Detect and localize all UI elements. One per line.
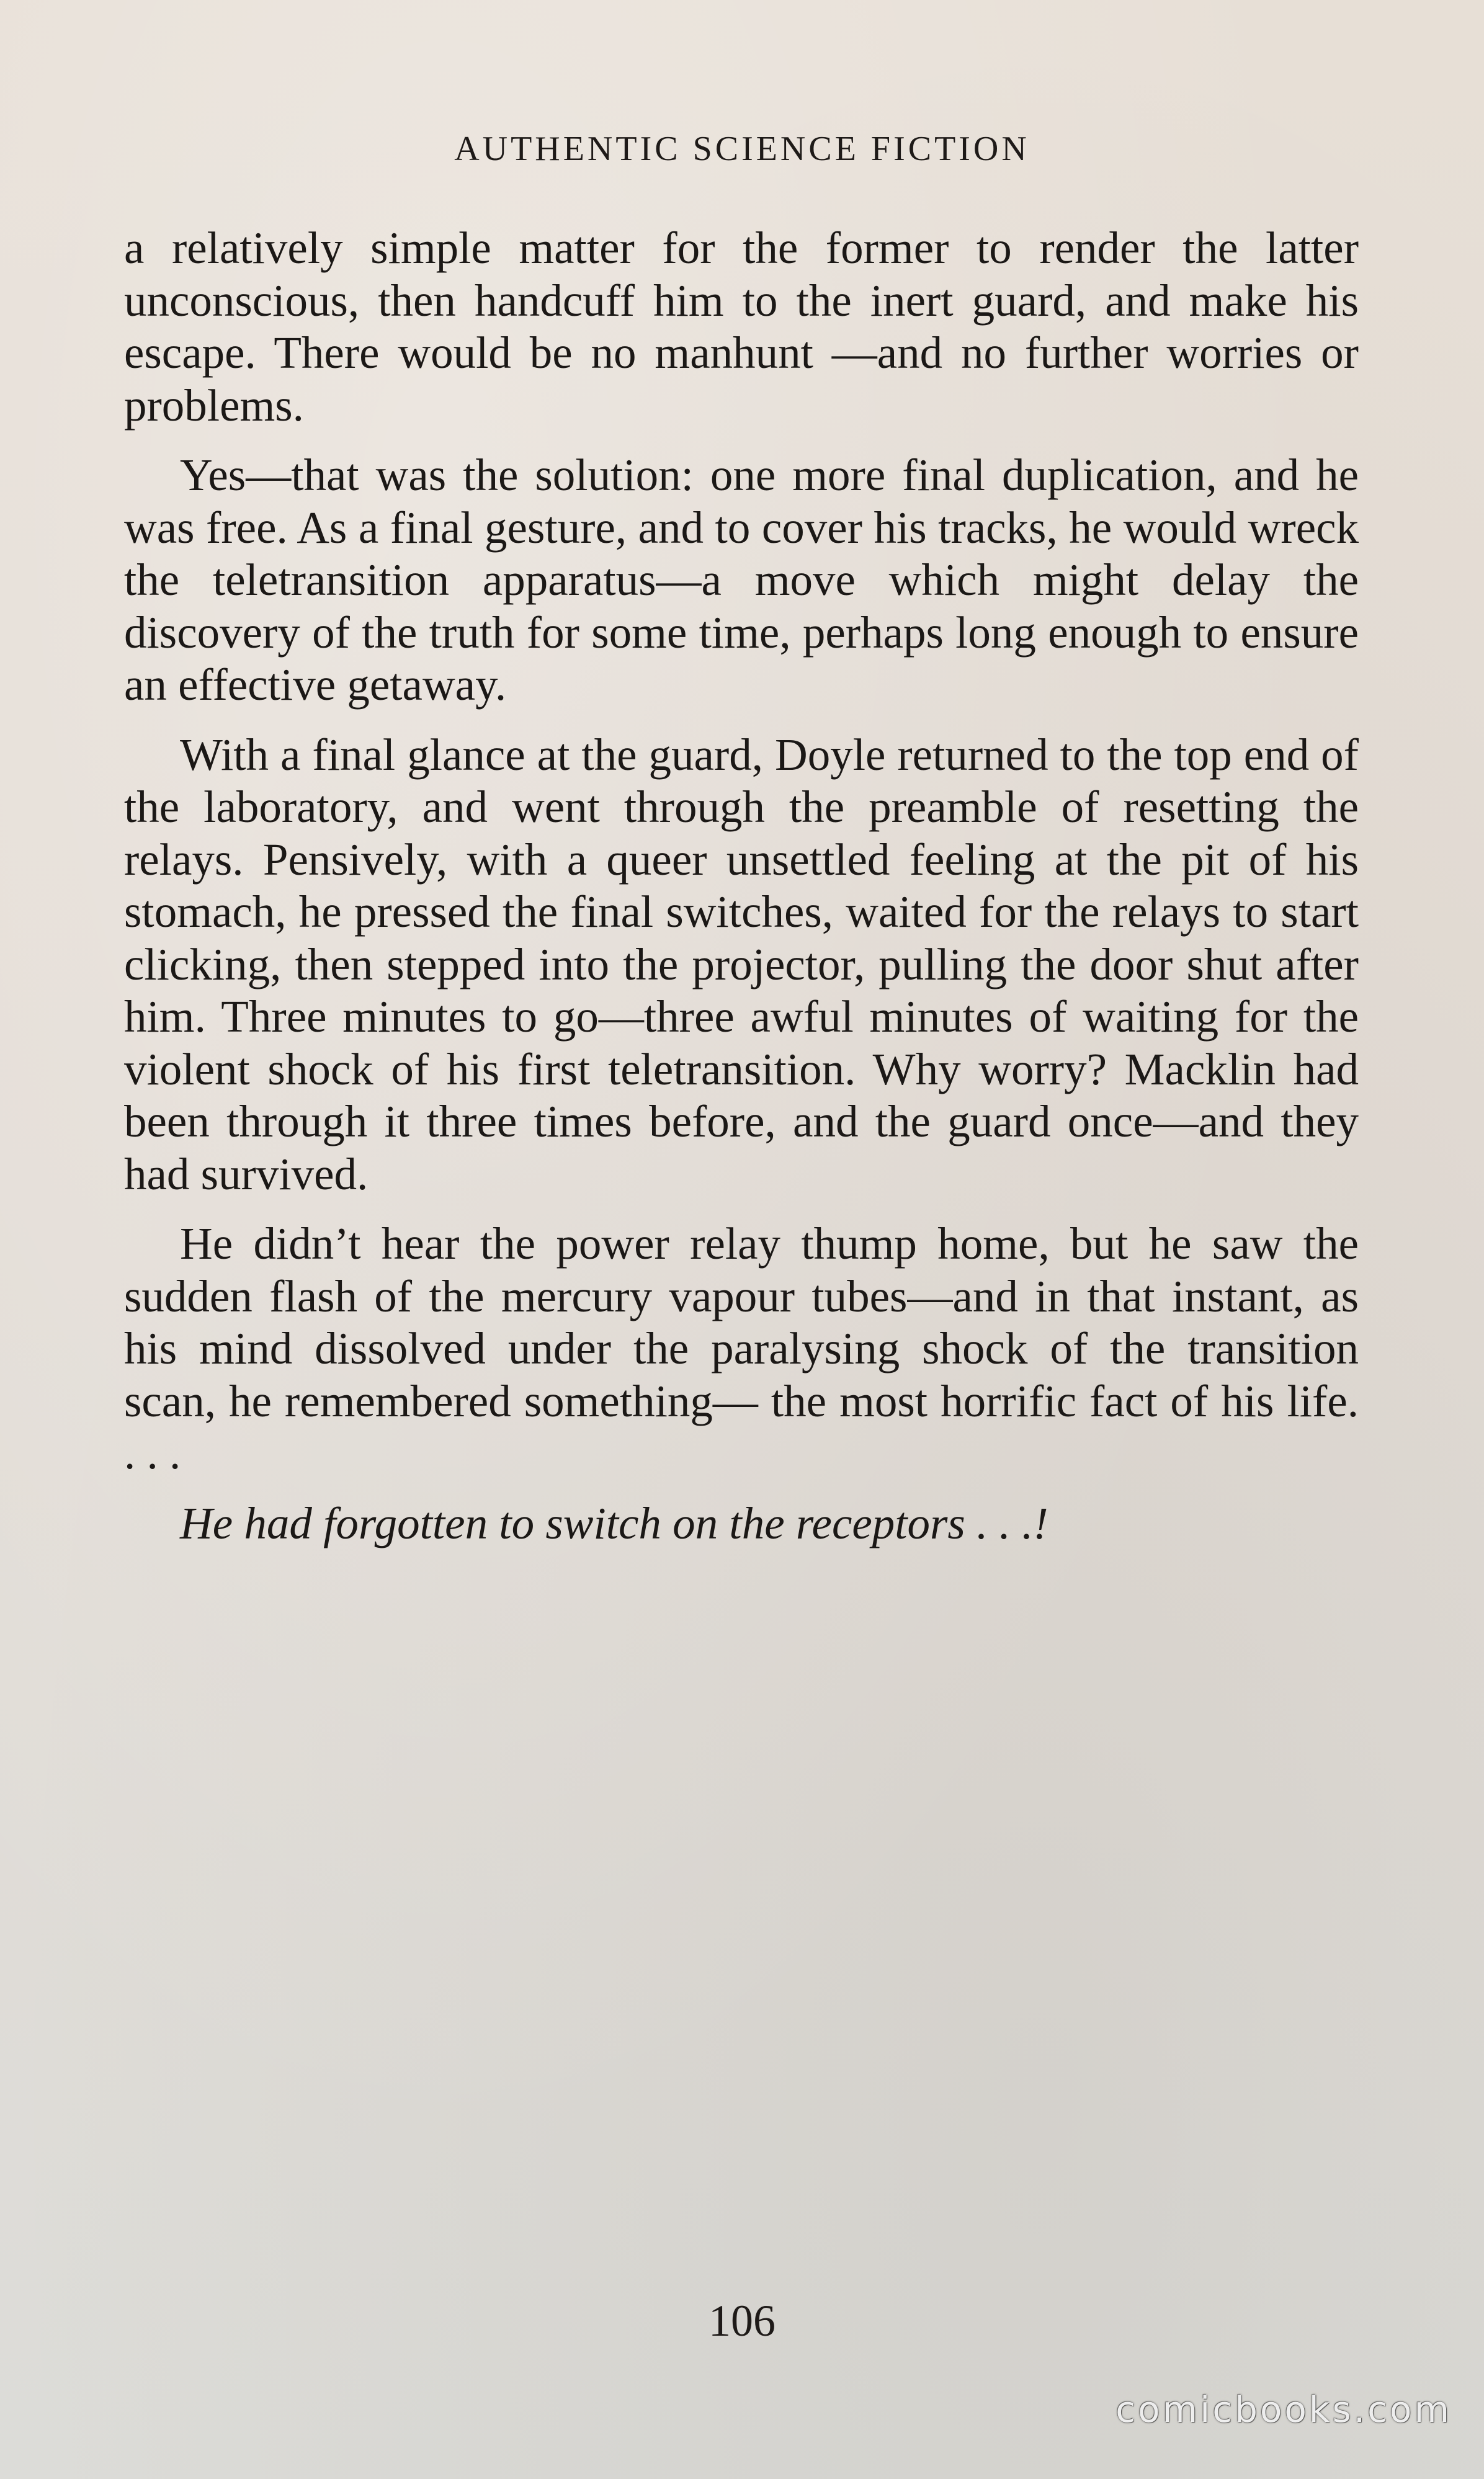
story-text (124, 222, 1359, 1567)
closing-line: He had forgotten to switch on the receptors . . .! (180, 1498, 1048, 1548)
paragraph: Yes—that was the solution: one more final duplication, and he was free. As a final gesture, and to cover his tracks, he would wreck the teletransition apparatus—a move which might delay the discovery of the truth for some time, perhaps long enough to ensure an effective getaway. (124, 450, 1359, 710)
paragraph: With a final glance at the guard, Doyle returned to the top end of the laboratory, and went through the preamble of resetting the relays. Pensively, with a queer unsettled feeling at the pit of his stomach, he pressed the final switches, waited for the relays to start clicking, then stepped into the projector, pulling the door shut after him. Three minutes to go—three awful minutes of waiting for the violent shock of his first teletransition. Why worry? Macklin had been through it three times before, and the guard once—and they had survived. (124, 729, 1359, 1199)
paragraph: He didn’t hear the power relay thump home, but he saw the sudden flash of the mercury vapour tubes—and in that instant, as his mind dissolved under the paralysing shock of the transition scan, he remembered something— the most horrific fact of his life. . . . (124, 1218, 1359, 1478)
watermark: comicbooks.com (1115, 2388, 1452, 2431)
page-number: 106 (708, 2296, 776, 2346)
running-head: AUTHENTIC SCIENCE FICTION (454, 130, 1030, 168)
paragraph: a relatively simple matter for the former to render the latter unconscious, then handcuff him to the inert guard, and make his escape. There would be no manhunt —and no further worries or problems. (124, 223, 1359, 431)
